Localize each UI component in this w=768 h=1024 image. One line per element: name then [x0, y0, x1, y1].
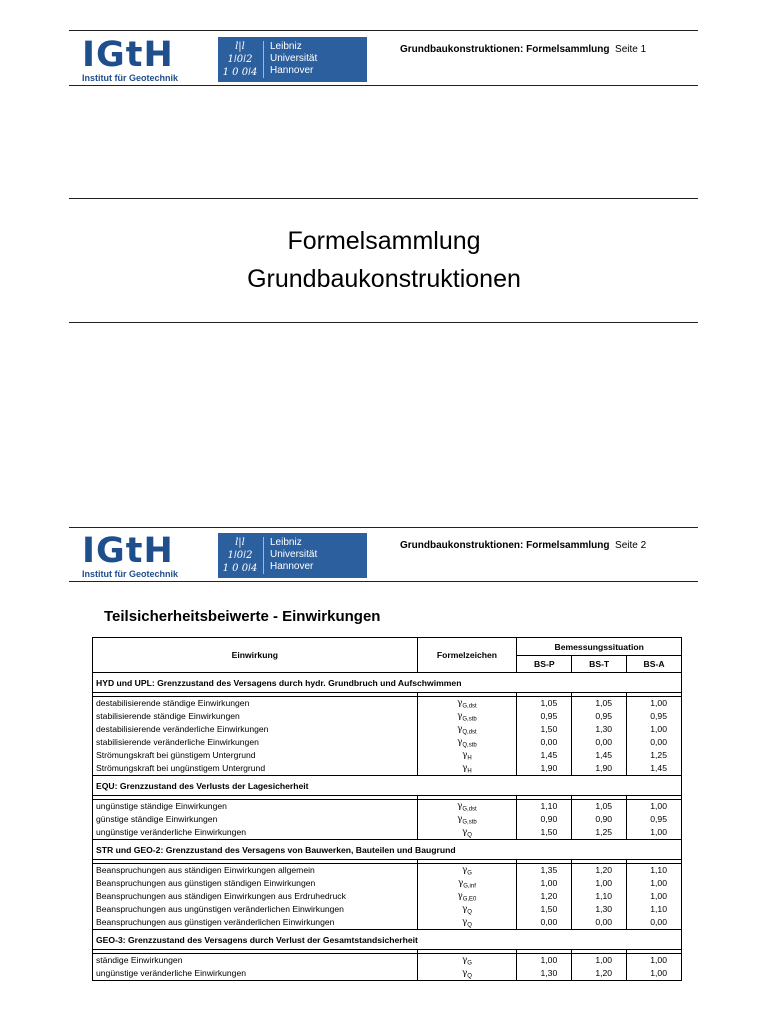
einwirkung-cell [93, 800, 418, 840]
col-header-bemessungssituation: Bemessungssituation [517, 638, 682, 656]
factor-value: 1,00 [595, 955, 613, 965]
header-top-rule-2 [69, 527, 698, 528]
einwirkung-label: ungünstige veränderliche Einwirkungen [96, 827, 247, 837]
bsa-cell [627, 800, 682, 840]
luh-logo-mark: l|l 1ǀ0ǀ2 1 0 0ǀ4 [222, 537, 258, 574]
factor-value: 1,50 [540, 827, 558, 837]
factor-value: 1,90 [595, 763, 613, 773]
formelzeichen-cell [417, 864, 517, 930]
bsa-cell [627, 864, 682, 930]
group-header-row [93, 673, 682, 693]
factor-value: 1,30 [595, 724, 613, 734]
factor-value: 1,00 [650, 801, 667, 811]
factor-value: 0,00 [595, 737, 613, 747]
einwirkung-label: ungünstige veränderliche Einwirkungen [96, 968, 247, 978]
bst-cell [572, 697, 627, 776]
gamma-symbol: $\gamma_{Q,stb}$ [457, 737, 477, 749]
gamma-symbol: $\gamma_{G,dst}$ [457, 801, 477, 813]
factor-value: 1,20 [540, 891, 558, 901]
einwirkung-label: destabilisierende veränderliche Einwirkungen [96, 724, 269, 734]
col-header-einwirkung: Einwirkung [93, 638, 418, 673]
group-header-row [93, 840, 682, 860]
factor-value: 1,05 [595, 698, 613, 708]
gamma-symbol: $\gamma_Q$ [462, 904, 472, 916]
igth-logo [82, 35, 179, 83]
col-header-bsa: BS-A [627, 656, 682, 673]
gamma-symbol: $\gamma_G$ [462, 865, 472, 877]
header-doc-title-1: Grundbaukonstruktionen: Formelsammlung Seite 1 [400, 44, 647, 55]
factor-value: 0,95 [650, 814, 667, 824]
igth-logo-text: IGtH [82, 35, 174, 75]
luh-logo-text: Leibniz Universität Hannover [270, 41, 318, 76]
gamma-symbol: $\gamma_H$ [462, 763, 472, 775]
factor-value: 1,00 [650, 724, 667, 734]
factor-value: 0,00 [540, 917, 558, 927]
einwirkung-label: Beanspruchungen aus ständigen Einwirkungen aus Erdruhedruck [96, 891, 346, 901]
gamma-symbol: $\gamma_H$ [462, 750, 472, 762]
einwirkung-label: Beanspruchungen aus günstigen veränderlichen Einwirkungen [96, 917, 335, 927]
factor-value: 1,50 [540, 904, 558, 914]
einwirkung-cell [93, 697, 418, 776]
luh-logo [218, 533, 367, 578]
col-header-bst: BS-T [572, 656, 627, 673]
header-bottom-rule-2 [69, 581, 698, 582]
gamma-symbol: $\gamma_{G,dst}$ [457, 698, 477, 710]
igth-logo-subtitle: Institut für Geotechnik [82, 73, 179, 83]
factor-value: 1,25 [650, 750, 667, 760]
factor-value: 0,90 [540, 814, 558, 824]
einwirkung-label: destabilisierende ständige Einwirkungen [96, 698, 250, 708]
factor-value: 1,20 [595, 865, 613, 875]
factor-value: 1,30 [540, 968, 558, 978]
factor-value: 1,05 [595, 801, 613, 811]
document-title [0, 222, 768, 298]
igth-logo-subtitle: Institut für Geotechnik [82, 569, 179, 579]
partial-safety-factor-table [92, 637, 682, 981]
factor-value: 1,00 [540, 955, 558, 965]
einwirkung-label: ungünstige ständige Einwirkungen [96, 801, 227, 811]
einwirkung-label: Strömungskraft bei günstigem Untergrund [96, 750, 256, 760]
factor-value: 0,00 [540, 737, 558, 747]
bst-cell [572, 954, 627, 981]
factor-value: 1,00 [650, 968, 667, 978]
gamma-symbol: $\gamma_Q$ [462, 917, 472, 929]
luh-logo [218, 37, 367, 82]
gamma-symbol: $\gamma_{Q,dst}$ [457, 724, 477, 736]
luh-logo-mark: l|l 1ǀ0ǀ2 1 0 0ǀ4 [222, 41, 258, 78]
group-title: GEO-3: Grenzzustand des Versagens durch Verlust der Gesamtstandsicherheit [93, 930, 682, 950]
col-header-formelzeichen: Formelzeichen [417, 638, 517, 673]
factor-value: 0,00 [595, 917, 613, 927]
group-values-row [93, 954, 682, 981]
bsp-cell [517, 864, 572, 930]
group-values-row [93, 864, 682, 930]
group-values-row [93, 697, 682, 776]
gamma-symbol: $\gamma_{G,stb}$ [457, 814, 477, 826]
bsp-cell [517, 954, 572, 981]
gamma-symbol: $\gamma_{G,E0}$ [457, 891, 477, 903]
factor-value: 1,35 [540, 865, 558, 875]
group-title: HYD und UPL: Grenzzustand des Versagens durch hydr. Grundbruch und Aufschwimmen [93, 673, 682, 693]
page-number-2: Seite 2 [615, 540, 647, 551]
factor-value: 1,45 [595, 750, 613, 760]
group-header-row [93, 930, 682, 950]
gamma-symbol: $\gamma_G$ [462, 955, 472, 967]
header-bottom-rule-1 [69, 85, 698, 86]
igth-logo-text: IGtH [82, 531, 174, 571]
igth-logo [82, 531, 179, 579]
factor-value: 1,00 [650, 955, 667, 965]
bsa-cell [627, 954, 682, 981]
header-top-rule-1 [69, 30, 698, 31]
page-number-1: Seite 1 [615, 44, 647, 55]
formelzeichen-cell [417, 954, 517, 981]
einwirkung-cell [93, 864, 418, 930]
factor-value: 1,00 [650, 698, 667, 708]
factor-value: 1,00 [650, 878, 667, 888]
gamma-symbol: $\gamma_Q$ [462, 827, 472, 839]
einwirkung-cell [93, 954, 418, 981]
factor-value: 0,95 [595, 711, 613, 721]
factor-value: 1,00 [540, 878, 558, 888]
einwirkung-label: ständige Einwirkungen [96, 955, 183, 965]
table-body [93, 673, 682, 981]
factor-value: 1,00 [650, 827, 667, 837]
group-title: STR und GEO-2: Grenzzustand des Versagens von Bauwerken, Bauteilen und Baugrund [93, 840, 682, 860]
bst-cell [572, 864, 627, 930]
einwirkung-label: Beanspruchungen aus günstigen ständigen Einwirkungen [96, 878, 316, 888]
einwirkung-label: Beanspruchungen aus ständigen Einwirkungen allgemein [96, 865, 315, 875]
einwirkung-label: stabilisierende ständige Einwirkungen [96, 711, 240, 721]
col-header-bsp: BS-P [517, 656, 572, 673]
factor-value: 1,10 [540, 801, 558, 811]
luh-logo-text: Leibniz Universität Hannover [270, 537, 318, 572]
factor-value: 0,00 [650, 917, 667, 927]
group-title: EQU: Grenzzustand des Verlusts der Lagesicherheit [93, 776, 682, 796]
title-rule-top [69, 198, 698, 199]
gamma-symbol: $\gamma_{G,inf}$ [458, 878, 476, 890]
factor-value: 1,45 [540, 750, 558, 760]
group-header-row [93, 776, 682, 796]
formelzeichen-cell [417, 697, 517, 776]
bsa-cell [627, 697, 682, 776]
factor-value: 1,45 [650, 763, 667, 773]
group-values-row [93, 800, 682, 840]
gamma-symbol: $\gamma_Q$ [462, 968, 472, 980]
bsp-cell [517, 800, 572, 840]
document-title-line-1: Formelsammlung [287, 227, 481, 255]
formelzeichen-cell [417, 800, 517, 840]
bst-cell [572, 800, 627, 840]
factor-value: 1,20 [595, 968, 613, 978]
header-doc-title-2: Grundbaukonstruktionen: Formelsammlung Seite 2 [400, 540, 647, 551]
einwirkung-label: günstige ständige Einwirkungen [96, 814, 218, 824]
factor-value: 1,25 [595, 827, 613, 837]
einwirkung-label: Strömungskraft bei ungünstigem Untergrund [96, 763, 266, 773]
factor-value: 0,95 [540, 711, 558, 721]
title-rule-bottom [69, 322, 698, 323]
factor-value: 1,30 [595, 904, 613, 914]
factor-value: 1,00 [595, 878, 613, 888]
factor-value: 0,90 [595, 814, 613, 824]
document-title-line-2: Grundbaukonstruktionen [247, 265, 521, 293]
factor-value: 1,10 [650, 865, 667, 875]
factor-value: 0,00 [650, 737, 667, 747]
factor-value: 0,95 [650, 711, 667, 721]
einwirkung-label: stabilisierende veränderliche Einwirkungen [96, 737, 259, 747]
bsp-cell [517, 697, 572, 776]
factor-value: 1,10 [595, 891, 613, 901]
factor-value: 1,90 [540, 763, 558, 773]
factor-value: 1,10 [650, 904, 667, 914]
gamma-symbol: $\gamma_{G,stb}$ [457, 711, 477, 723]
factor-value: 1,05 [540, 698, 558, 708]
factor-value: 1,50 [540, 724, 558, 734]
einwirkung-label: Beanspruchungen aus ungünstigen veränderlichen Einwirkungen [96, 904, 344, 914]
factor-value: 1,00 [650, 891, 667, 901]
section-heading: Teilsicherheitsbeiwerte - Einwirkungen [104, 608, 381, 625]
